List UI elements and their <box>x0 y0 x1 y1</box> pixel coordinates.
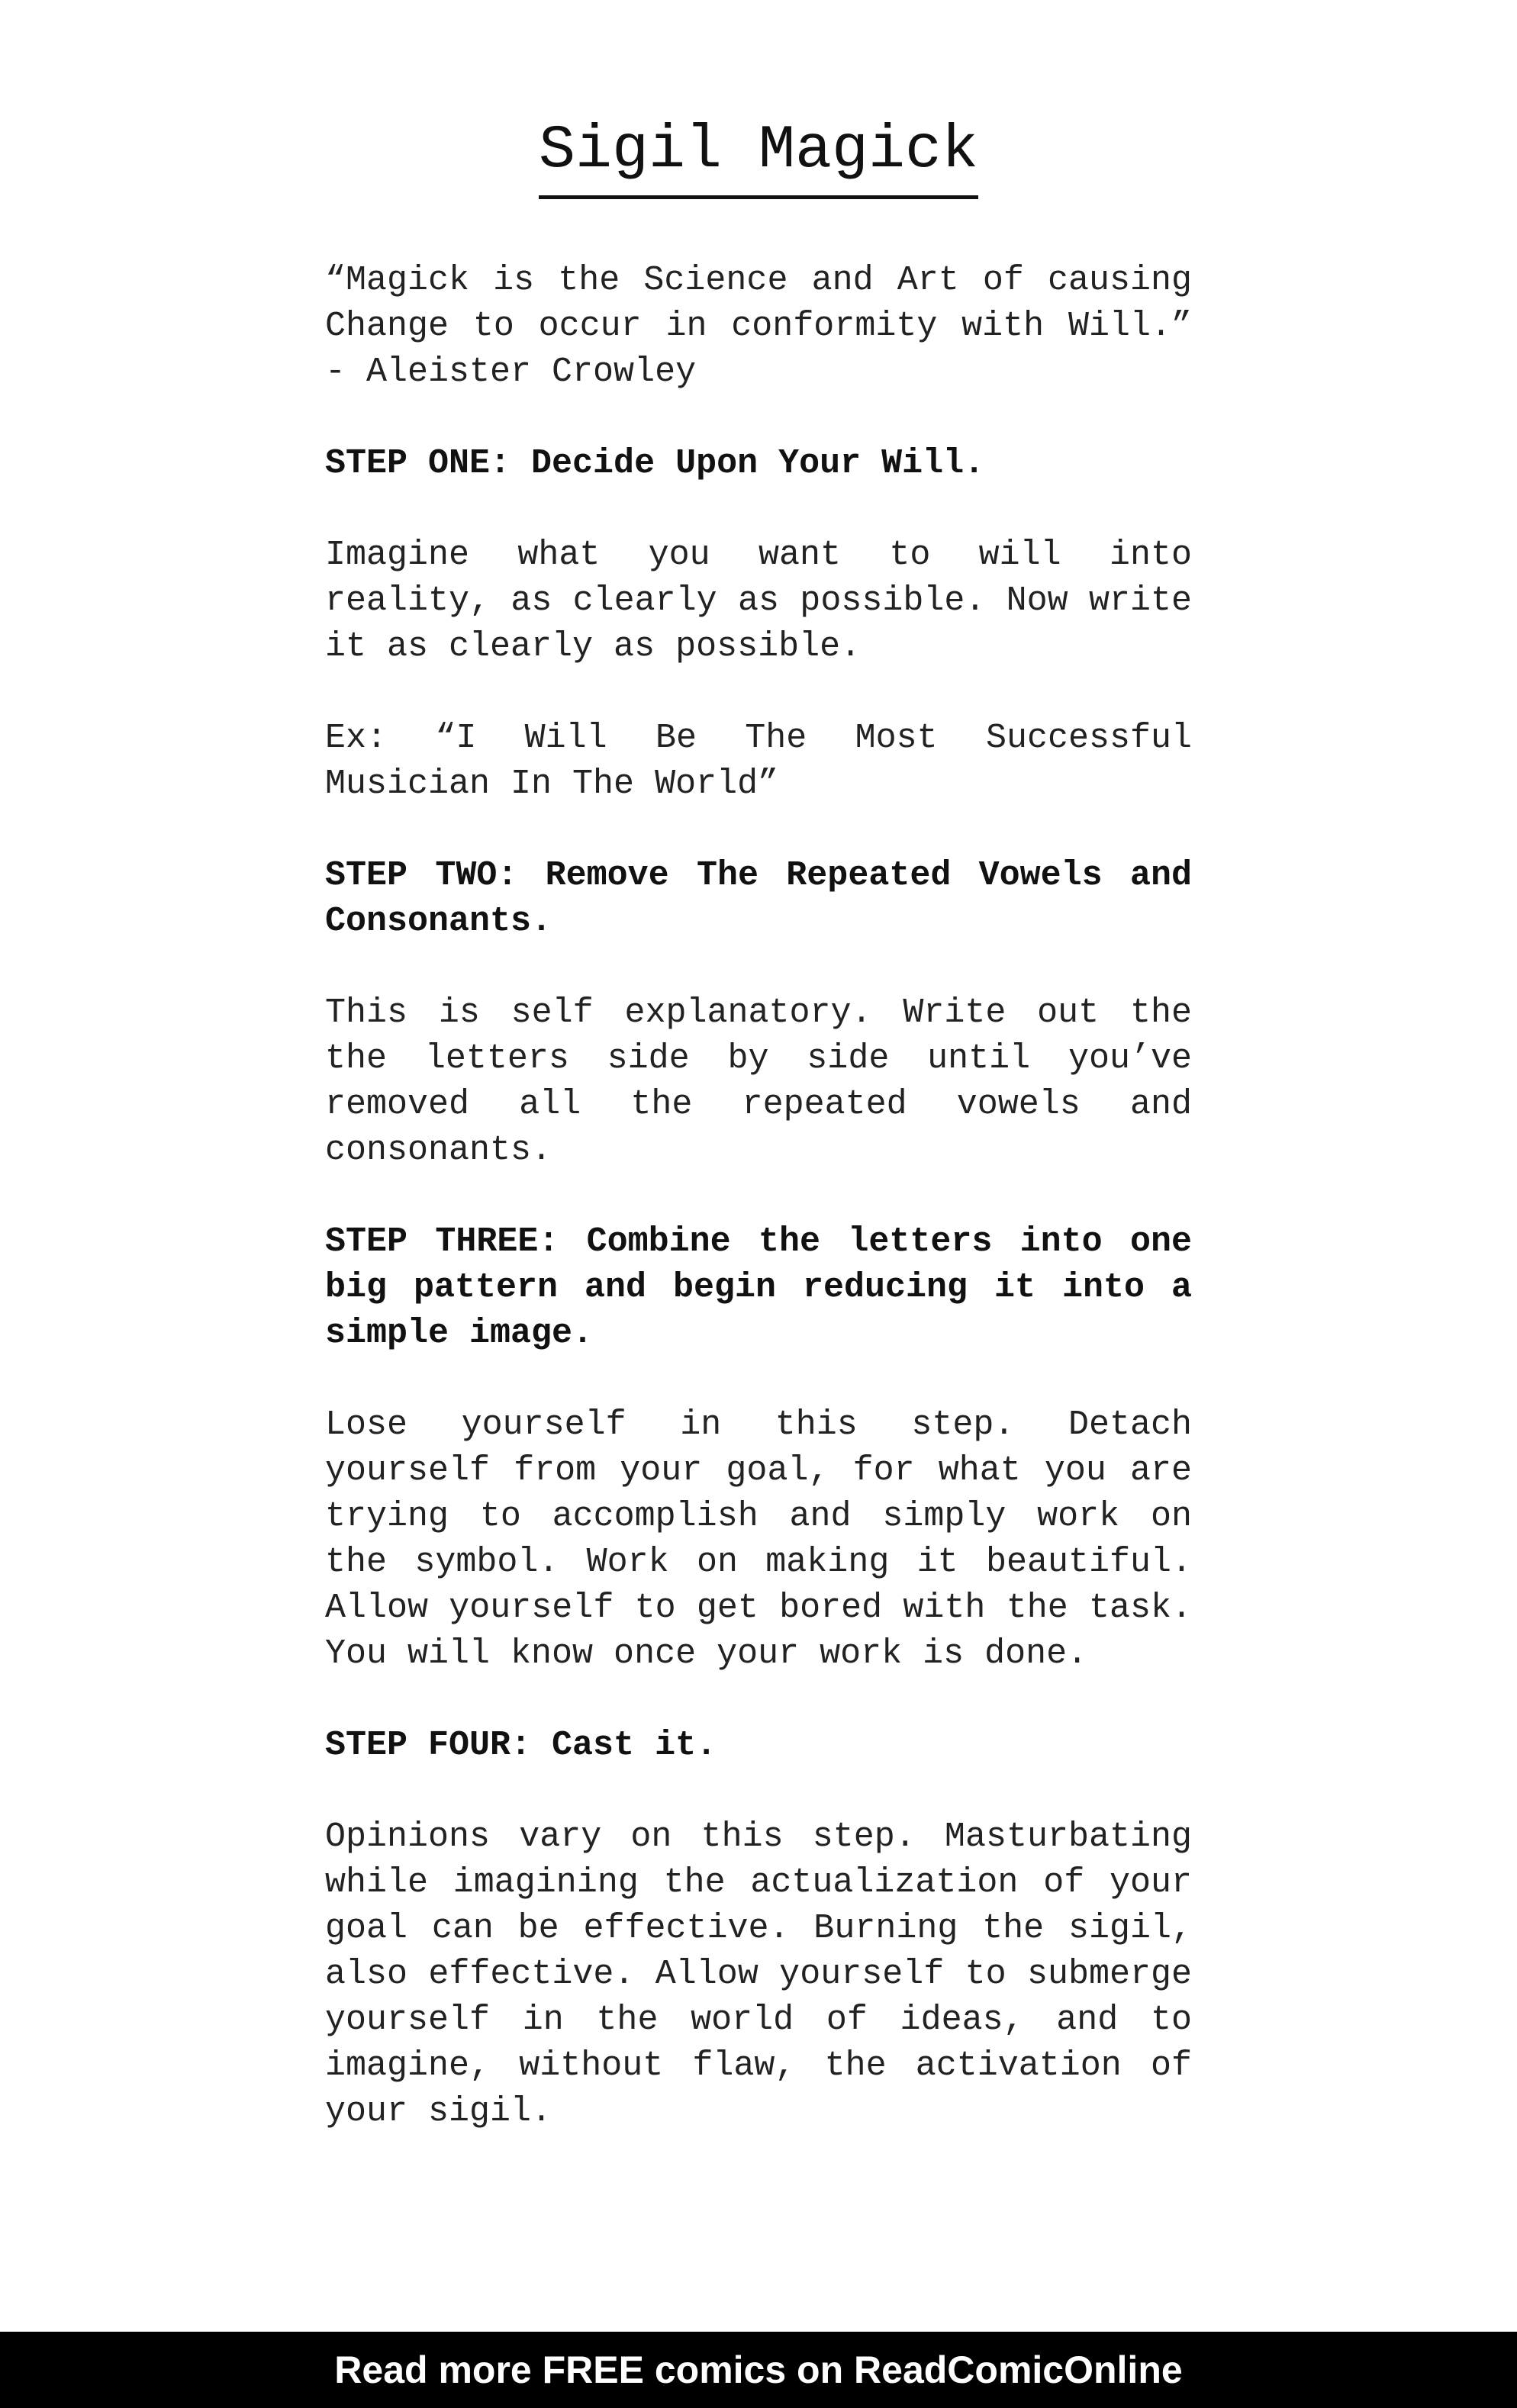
document-body <box>325 258 1192 2181</box>
step-four-text: Opinions vary on this step. Masturbating while imagining the actualization of your goal can be effective. Burning the sigil, also effective. Allow yourself to submerge yourself in the world of ideas, and to imagine, without flaw, the activation of your sigil. <box>325 1817 1192 2131</box>
footer-banner[interactable] <box>0 2332 1517 2408</box>
step-one-text: Imagine what you want to will into reality, as clearly as possible. Now write it as clearly as possible. <box>325 536 1192 666</box>
crowley-quote: “Magick is the Science and Art of causing Change to occur in conformity with Will.” - Aleister Crowley <box>325 261 1192 391</box>
step-three-heading: STEP THREE: Combine the letters into one big pattern and begin reducing it into a simple image. <box>325 1222 1192 1353</box>
step-one-heading: STEP ONE: Decide Upon Your Will. <box>325 444 985 483</box>
step-four-heading: STEP FOUR: Cast it. <box>325 1726 717 1765</box>
step-two-text: This is self explanatory. Write out the the letters side by side until you’ve removed all the repeated vowels and consonants. <box>325 993 1192 1170</box>
step-three-text: Lose yourself in this step. Detach yourself from your goal, for what you are trying to accomplish and simply work on the symbol. Work on making it beautiful. Allow yourself to get bored with the task. You will know once your work is done. <box>325 1405 1192 1673</box>
page-title <box>0 113 1517 199</box>
footer-banner-link[interactable]: Read more FREE comics on ReadComicOnline <box>334 2348 1183 2391</box>
step-two-heading: STEP TWO: Remove The Repeated Vowels and Consonants. <box>325 856 1192 941</box>
page-title-text: Sigil Magick <box>539 113 978 199</box>
example-text: Ex: “I Will Be The Most Successful Musician In The World” <box>325 719 1192 803</box>
